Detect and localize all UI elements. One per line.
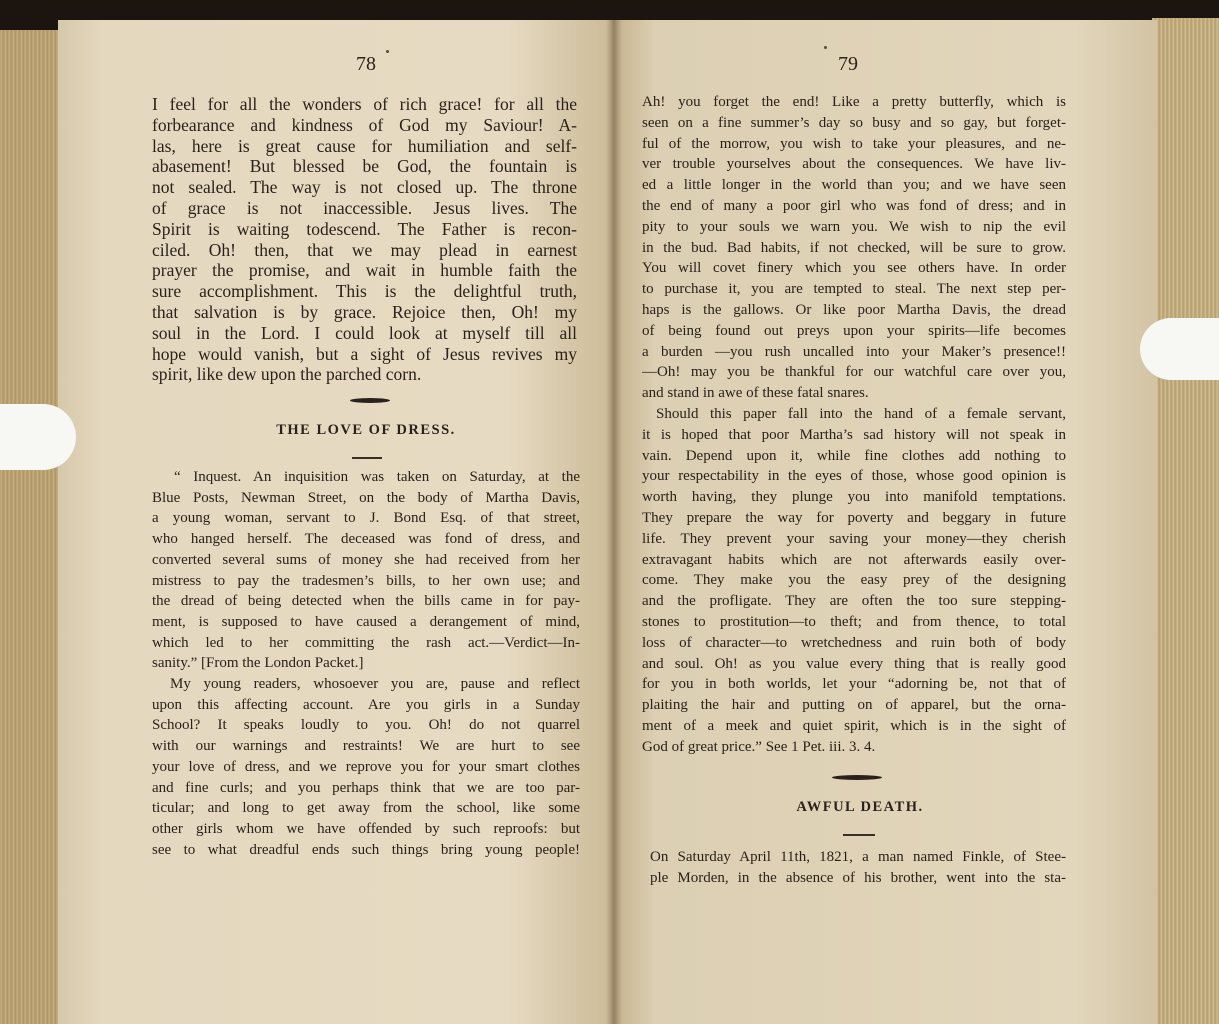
section-heading-awful-death: AWFUL DEATH. <box>796 799 924 815</box>
text-line: it is hoped that poor Martha’s sad history will not speak in <box>642 426 1066 443</box>
text-line: Spirit is waiting todescend. The Father is recon- <box>152 218 577 239</box>
text-line: of grace is not inaccessible. Jesus lives. The <box>152 197 577 218</box>
text-line: las, here is great cause for humiliation and self- <box>152 135 577 156</box>
text-line: haps is the gallows. Or like poor Martha Davis, the dread <box>642 301 1066 318</box>
text-line: who hanged herself. The deceased was fond of dress, and <box>152 531 580 548</box>
heading-rule <box>843 834 875 836</box>
left-body-text <box>152 467 580 860</box>
text-line: in the bud. Bad habits, if not checked, will be sure to grow. <box>642 239 1066 256</box>
ink-speck <box>824 46 827 49</box>
text-line: the dread of being detected when the bills came in for pay- <box>152 593 580 610</box>
text-line: School? It speaks loudly to you. Oh! do not quarrel <box>152 717 580 734</box>
right-bottom-text <box>650 847 1066 889</box>
text-line: ed a little longer in the world than you; and we have seen <box>642 177 1066 194</box>
text-line: for you in both worlds, let your “adorning be, not that of <box>642 676 1066 693</box>
text-line: and fine curls; and you perhaps think that we are too par- <box>152 779 580 796</box>
right-body-text <box>642 92 1066 758</box>
text-line: pity to your souls we warn you. We wish to nip the evil <box>642 218 1066 235</box>
text-line: ment, is supposed to have caused a derangement of mind, <box>152 613 580 630</box>
heading-rule <box>352 457 382 459</box>
text-line: your love of dress, and we reprove you for your smart clothes <box>152 758 580 775</box>
text-line: sure accomplishment. This is the delightful truth, <box>152 281 577 302</box>
text-line: My young readers, whosoever you are, pause and reflect <box>170 676 580 693</box>
text-line: the end of many a poor girl who was fond of dress; and in <box>642 197 1066 214</box>
text-line: not sealed. The way is not closed up. The throne <box>152 177 577 198</box>
text-line: and the profligate. They are often the too sure stepping- <box>642 593 1066 610</box>
text-line: ticular; and long to get away from the school, like some <box>152 800 580 817</box>
page-clip-left <box>0 404 76 470</box>
text-line: forbearance and kindness of God my Saviour! A- <box>152 114 577 135</box>
text-line: hope would vanish, but a sight of Jesus revives my <box>152 343 577 364</box>
section-heading-love-of-dress: THE LOVE OF DRESS. <box>276 422 456 438</box>
text-line: mistress to pay the tradesmen’s bills, to her own use; and <box>152 572 580 589</box>
text-line: a young woman, servant to J. Bond Esq. of that street, <box>152 510 580 527</box>
text-line: other girls whom we have offended by such reproofs: but <box>152 820 580 837</box>
text-line: Should this paper fall into the hand of a female servant, <box>656 405 1066 422</box>
text-line: soul in the Lord. I could look at myself till all <box>152 322 577 343</box>
text-line: a burden —you rush uncalled into your Maker’s presence!! <box>642 343 1066 360</box>
book-gutter <box>606 20 622 1024</box>
text-line: prayer the promise, and wait in humble faith the <box>152 260 577 281</box>
page-number-right: 79 <box>838 53 858 75</box>
text-line: come. They make you the easy prey of the designing <box>642 572 1066 589</box>
text-line: your respectability in the eyes of those, whose good opinion is <box>642 468 1066 485</box>
text-line: extravagant habits which are not afterwards easily over- <box>642 551 1066 568</box>
text-line: see to what dreadful ends such things bring young people! <box>152 841 580 858</box>
text-line: I feel for all the wonders of rich grace! for all the <box>152 94 577 114</box>
text-line: —Oh! may you be thankful for our watchful care over you, <box>642 364 1066 381</box>
text-line: You will covet finery which you see others have. In order <box>642 260 1066 277</box>
text-line: which led to her committing the rash act.—Verdict—In- <box>152 634 580 651</box>
text-line: Blue Posts, Newman Street, on the body of Martha Davis, <box>152 489 580 506</box>
page-number-left: 78 <box>356 53 376 75</box>
text-line: ful of the morrow, you wish to take your pleasures, and ne- <box>642 135 1066 152</box>
page-clip-right <box>1140 318 1219 380</box>
text-line: spirit, like dew upon the parched corn. <box>152 364 422 385</box>
text-line: abasement! But blessed be God, the fountain is <box>152 156 577 177</box>
text-line: Ah! you forget the end! Like a pretty butterfly, which is <box>642 94 1066 110</box>
text-line: ple Morden, in the absence of his brother, went into the sta- <box>650 869 1066 886</box>
text-line: “ Inquest. An inquisition was taken on Saturday, at the <box>174 469 580 485</box>
text-line: worth having, they plunge you into manifold temptations. <box>642 489 1066 506</box>
text-line: life. They prevent your saving your money—they cherish <box>642 530 1066 547</box>
text-line: upon this affecting account. Are you girls in a Sunday <box>152 696 580 713</box>
text-line: that salvation is by grace. Rejoice then, Oh! my <box>152 301 577 322</box>
text-line: loss of character—to wretchedness and ruin both of body <box>642 634 1066 651</box>
text-line: to purchase it, you are tempted to steal. The next step per- <box>642 281 1066 298</box>
ornament-divider <box>832 775 882 780</box>
text-line: of being found out preys upon your spirits—life becomes <box>642 322 1066 339</box>
ink-speck <box>386 50 389 53</box>
text-line: vain. Depend upon it, while fine clothes add nothing to <box>642 447 1066 464</box>
text-line: ment of a meek and quiet spirit, which is in the sight of <box>642 717 1066 734</box>
text-line: and stand in awe of these fatal snares. <box>642 385 869 402</box>
text-line: and soul. Oh! as you value every thing that is really good <box>642 655 1066 672</box>
text-line: stones to prostitution—to theft; and from thence, to total <box>642 613 1066 630</box>
page-edges-left <box>0 30 66 1024</box>
text-line: seen on a fine summer’s day so busy and so gay, but forget- <box>642 114 1066 131</box>
text-line: ciled. Oh! then, that we may plead in earnest <box>152 239 577 260</box>
text-line: ver trouble yourselves about the consequences. We have liv- <box>642 156 1066 173</box>
ornament-divider <box>350 398 390 403</box>
left-top-paragraph <box>152 94 577 385</box>
text-line: sanity.” [From the London Packet.] <box>152 655 364 672</box>
text-line: God of great price.” See 1 Pet. iii. 3. 4. <box>642 738 876 755</box>
text-line: They prepare the way for poverty and beggary in future <box>642 509 1066 526</box>
text-line: plaiting the hair and putting on of apparel, but the orna- <box>642 697 1066 714</box>
page-edges-right <box>1152 18 1219 1024</box>
text-line: On Saturday April 11th, 1821, a man named Finkle, of Stee- <box>650 849 1066 865</box>
text-line: with our warnings and restraints! We are hurt to see <box>152 738 580 755</box>
text-line: converted several sums of money she had received from her <box>152 551 580 568</box>
